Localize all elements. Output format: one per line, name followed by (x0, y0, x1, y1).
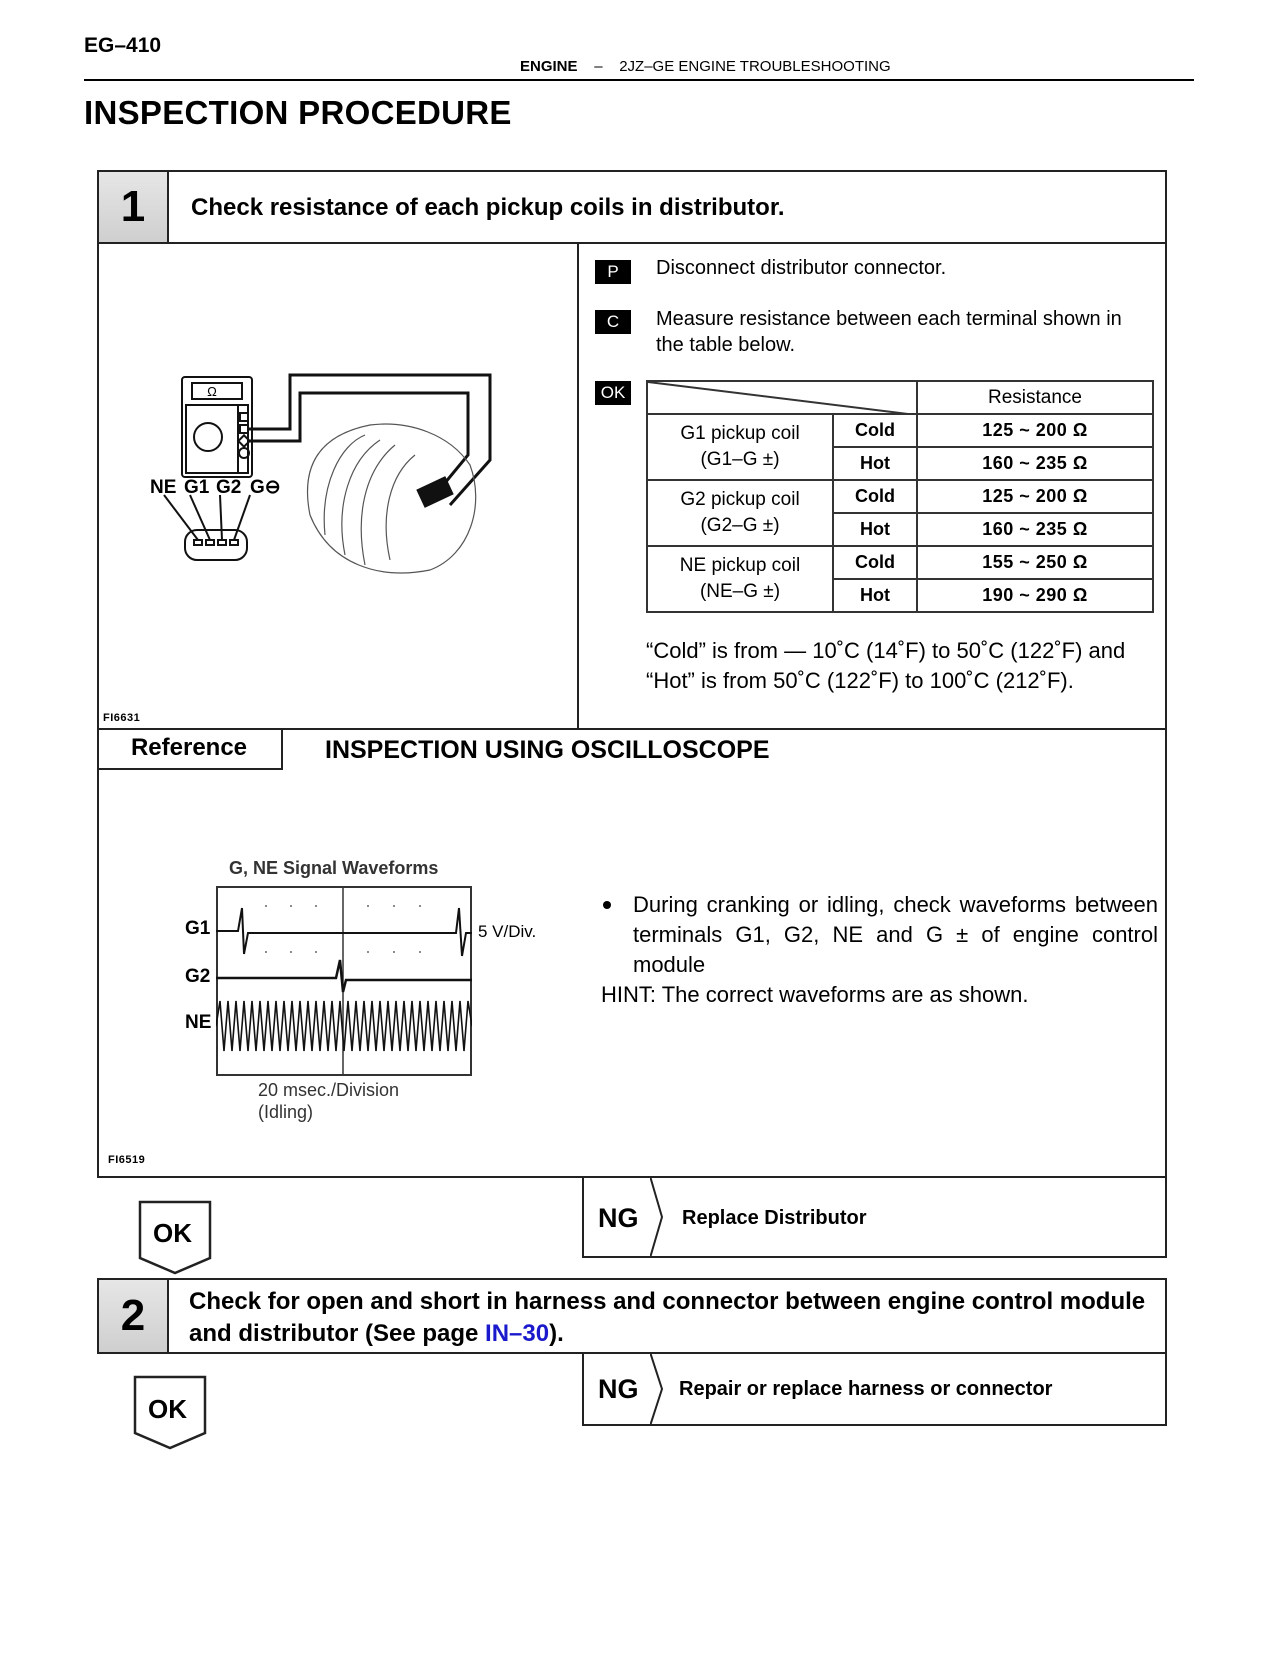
section-name: ENGINE (520, 58, 578, 75)
table-row: Hot 160 ~ 235 Ω (647, 513, 1153, 546)
svg-text:G1: G1 (184, 477, 210, 498)
figure-id: FI6631 (103, 712, 141, 724)
scope-vdiv: 5 V/Div. (478, 922, 537, 941)
ok-label-2: OK (148, 1394, 187, 1424)
oscilloscope-waveform (216, 886, 472, 1076)
table-header-row (647, 381, 1153, 414)
prepare-tag: P (595, 260, 631, 284)
svg-text:NE: NE (150, 477, 177, 498)
step1-header (97, 170, 1167, 244)
ng-divider-2 (650, 1352, 670, 1426)
bullet-dot (603, 901, 611, 909)
ng-action-1: Replace Distributor (682, 1207, 867, 1229)
page-number: EG–410 (84, 34, 162, 57)
ng-label-1: NG (598, 1203, 639, 1233)
reference-label: Reference (130, 734, 248, 761)
table-row: Hot 190 ~ 290 Ω (647, 579, 1153, 612)
step2-number: 2 (99, 1280, 169, 1352)
step2-header (97, 1278, 1167, 1354)
figure-id-scope: FI6519 (108, 1154, 146, 1166)
coil-cell: NE pickup coil (NE–G ±) (647, 546, 833, 612)
temperature-note: “Cold” is from — 10˚C (14˚F) to 50˚C (122˚F) and “Hot” is from 50˚C (122˚F) to 100˚C (212˚F). (646, 638, 1126, 693)
table-row: NE pickup coil (NE–G ±) Cold 155 ~ 250 Ω (647, 546, 1153, 579)
reference-title: INSPECTION USING OSCILLOSCOPE (325, 736, 770, 764)
scope-label-ne: NE (185, 1012, 212, 1033)
ng-divider-1 (650, 1176, 670, 1258)
resistance-table (646, 380, 1154, 613)
scope-time-division: 20 msec./Division (258, 1080, 400, 1100)
coil-cell: G2 pickup coil (G2–G ±) (647, 480, 833, 546)
scope-label-g2: G2 (185, 966, 211, 987)
page-title: INSPECTION PROCEDURE (84, 94, 512, 131)
oscilloscope-instruction: During cranking or idling, check waveforms between terminals G1, G2, NE and G ± of engine control module (633, 892, 1158, 977)
table-row: G1 pickup coil (G1–G ±) Cold 125 ~ 200 Ω (647, 414, 1153, 447)
ng-label-2: NG (598, 1374, 639, 1404)
table-row: G2 pickup coil (G2–G ±) Cold 125 ~ 200 Ω (647, 480, 1153, 513)
separator: – (594, 58, 603, 75)
step2-title: Check for open and short in harness and connector between engine control module and distributor (See page IN–30). (189, 1288, 1146, 1347)
scope-title: G, NE Signal Waveforms (229, 858, 439, 878)
step1-number: 1 (99, 172, 169, 242)
reference-label-box (97, 728, 283, 770)
svg-text:G2: G2 (216, 477, 242, 498)
subsection-name: 2JZ–GE ENGINE TROUBLESHOOTING (619, 58, 891, 75)
prepare-text: Disconnect distributor connector. (656, 257, 947, 279)
page-link-in30[interactable]: IN–30 (485, 1320, 550, 1347)
svg-text:G⊖: G⊖ (250, 477, 281, 498)
scope-label-g1: G1 (185, 918, 211, 939)
step1-divider (577, 244, 579, 730)
running-head (520, 58, 891, 75)
ok-label-1: OK (153, 1218, 192, 1248)
coil-cell: G1 pickup coil (G1–G ±) (647, 414, 833, 480)
scope-condition: (Idling) (258, 1102, 314, 1122)
ng-action-2: Repair or replace harness or connector (679, 1378, 1053, 1400)
diagonal-cell (647, 381, 917, 414)
check-text: Measure resistance between each terminal shown in the table below. (656, 308, 1122, 356)
multimeter-distributor-illustration (150, 365, 510, 580)
ok-tag: OK (595, 381, 631, 405)
resistance-header: Resistance (917, 381, 1153, 414)
hint-text: HINT: The correct waveforms are as shown. (601, 982, 1029, 1007)
step1-title: Check resistance of each pickup coils in distributor. (191, 194, 785, 221)
ohm-symbol: Ω (207, 384, 217, 399)
check-tag: C (595, 310, 631, 334)
header-rule (84, 79, 1194, 81)
table-row: Hot 160 ~ 235 Ω (647, 447, 1153, 480)
